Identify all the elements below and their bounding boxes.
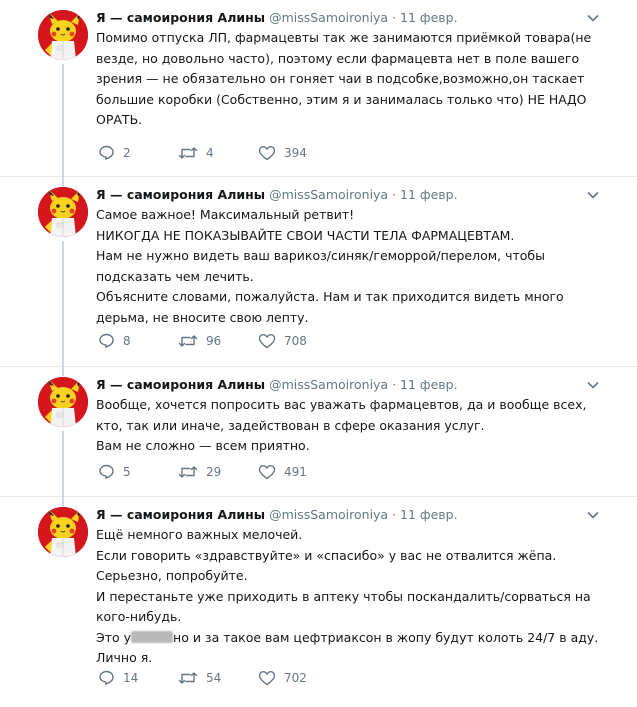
retweet-button[interactable] xyxy=(178,464,258,480)
tweet-header xyxy=(96,9,458,27)
separator: · xyxy=(392,507,397,522)
tweet-text xyxy=(96,205,606,328)
reply-icon xyxy=(98,145,115,161)
tweet-text-line: Лично я. xyxy=(96,650,153,665)
like-button[interactable] xyxy=(258,464,338,480)
author-name[interactable]: Я — самоирония Алины xyxy=(96,377,266,392)
reply-button[interactable] xyxy=(98,670,178,686)
tweet-actions xyxy=(98,463,338,481)
retweet-count: 96 xyxy=(206,334,222,348)
like-count: 394 xyxy=(284,146,307,160)
tweet-text-line: Если говорить «здравствуйте» и «спасибо» у вас не отвалится жёпа. xyxy=(96,547,557,563)
chevron-down-icon[interactable] xyxy=(587,14,599,22)
pikachu-avatar-icon[interactable] xyxy=(38,187,88,237)
retweet-button[interactable] xyxy=(178,670,258,686)
tweet-text-line: Помимо отпуска ЛП, фармацевты так же занимаются приёмкой товара(не везде, но довольно часто), поэтому если фармацевта нет в поле вашего зрения — не обязательно он гоняет чаи в подсобке,возможно,он таскает большие коробки (Собственно, этим я и занималась только что) НЕ НАДО ОРАТЬ. xyxy=(96,30,592,127)
tweet-text-line: Вообще, хочется попросить вас уважать фармацевтов, да и вообще всех, кто, так или иначе, задействован в сфере оказания услуг. xyxy=(96,397,587,433)
thread-connector xyxy=(62,367,64,376)
tweet-text-fragment: но и за такое вам цефтриаксон в жопу будут колоть 24/7 в аду. xyxy=(173,629,599,645)
like-button[interactable] xyxy=(258,670,338,686)
reply-count: 2 xyxy=(123,146,131,160)
tweet-text-line-redacted xyxy=(96,628,606,649)
retweet-icon xyxy=(178,145,198,161)
tweet-date[interactable]: 11 февр. xyxy=(400,187,458,202)
tweet-date[interactable]: 11 февр. xyxy=(400,507,458,522)
heart-icon xyxy=(258,464,276,480)
chevron-down-icon[interactable] xyxy=(587,511,599,519)
thread-connector xyxy=(62,431,64,497)
chevron-down-icon[interactable] xyxy=(587,381,599,389)
tweet-text-fragment: Это у xyxy=(96,629,132,645)
author-handle[interactable]: @missSamoironiya xyxy=(269,10,389,25)
retweet-count: 54 xyxy=(206,671,222,685)
reply-icon xyxy=(98,464,115,480)
tweet-text-line: И перестаньте уже приходить в аптеку чтобы поскандалить/сорваться на кого-нибудь. xyxy=(96,588,591,624)
like-button[interactable] xyxy=(258,333,338,349)
author-handle[interactable]: @missSamoironiya xyxy=(269,187,389,202)
tweet-text-line: Нам не нужно видеть ваш варикоз/синяк/геморрой/перелом, чтобы подсказать чем лечить. xyxy=(96,248,545,284)
tweet-header xyxy=(96,506,458,524)
separator: · xyxy=(392,377,397,392)
author-name[interactable]: Я — самоирония Алины xyxy=(96,187,266,202)
like-button[interactable] xyxy=(258,145,338,161)
author-handle[interactable]: @missSamoironiya xyxy=(269,507,389,522)
author-name[interactable]: Я — самоирония Алины xyxy=(96,507,266,522)
tweet-actions xyxy=(98,144,338,162)
tweet-header xyxy=(96,186,458,204)
tweet-text-line: Вам не сложно — всем приятно. xyxy=(96,438,310,453)
retweet-icon xyxy=(178,464,198,480)
tweet-text-line: Самое важное! Максимальный ретвит! xyxy=(96,207,355,222)
thread-connector xyxy=(62,497,64,506)
reply-count: 5 xyxy=(123,465,131,479)
reply-button[interactable] xyxy=(98,145,178,161)
reply-button[interactable] xyxy=(98,464,178,480)
retweet-count: 4 xyxy=(206,146,214,160)
tweet[interactable] xyxy=(0,497,637,707)
retweet-button[interactable] xyxy=(178,333,258,349)
separator: · xyxy=(392,10,397,25)
tweet-actions xyxy=(98,669,338,687)
tweet-text-line: Ещё немного важных мелочей. xyxy=(96,527,303,542)
author-handle[interactable]: @missSamoironiya xyxy=(269,377,389,392)
thread-connector xyxy=(62,241,64,367)
tweet[interactable] xyxy=(0,0,637,177)
like-count: 708 xyxy=(284,334,307,348)
tweet-text xyxy=(96,28,606,131)
reply-count: 14 xyxy=(123,671,139,685)
blurred-word xyxy=(131,631,173,643)
tweet-actions xyxy=(98,332,338,350)
reply-icon xyxy=(98,333,115,349)
pikachu-avatar-icon[interactable] xyxy=(38,507,88,557)
heart-icon xyxy=(258,145,276,161)
tweet[interactable] xyxy=(0,177,637,367)
tweet-text-line: Серьезно, попробуйте. xyxy=(96,568,248,583)
like-count: 702 xyxy=(284,671,307,685)
tweet-text-line: НИКОГДА НЕ ПОКАЗЫВАЙТЕ СВОИ ЧАСТИ ТЕЛА ФАРМАЦЕВТАМ. xyxy=(96,227,515,243)
thread-connector xyxy=(62,177,64,186)
retweet-icon xyxy=(178,670,198,686)
tweet[interactable] xyxy=(0,367,637,497)
retweet-icon xyxy=(178,333,198,349)
chevron-down-icon[interactable] xyxy=(587,191,599,199)
retweet-count: 29 xyxy=(206,465,222,479)
tweet-text-line: Объясните словами, пожалуйста. Нам и так приходится видеть много дерьма, не вносите свою лепту. xyxy=(96,289,564,325)
pikachu-avatar-icon[interactable] xyxy=(38,377,88,427)
tweet-header xyxy=(96,376,458,394)
author-name[interactable]: Я — самоирония Алины xyxy=(96,10,266,25)
reply-icon xyxy=(98,670,115,686)
retweet-button[interactable] xyxy=(178,145,258,161)
tweet-text xyxy=(96,395,606,457)
reply-count: 8 xyxy=(123,334,131,348)
heart-icon xyxy=(258,333,276,349)
reply-button[interactable] xyxy=(98,333,178,349)
tweet-date[interactable]: 11 февр. xyxy=(400,377,458,392)
tweet-date[interactable]: 11 февр. xyxy=(400,10,458,25)
like-count: 491 xyxy=(284,465,307,479)
pikachu-avatar-icon[interactable] xyxy=(38,10,88,60)
tweet-text xyxy=(96,525,606,669)
separator: · xyxy=(392,187,397,202)
heart-icon xyxy=(258,670,276,686)
thread-connector xyxy=(62,64,64,177)
